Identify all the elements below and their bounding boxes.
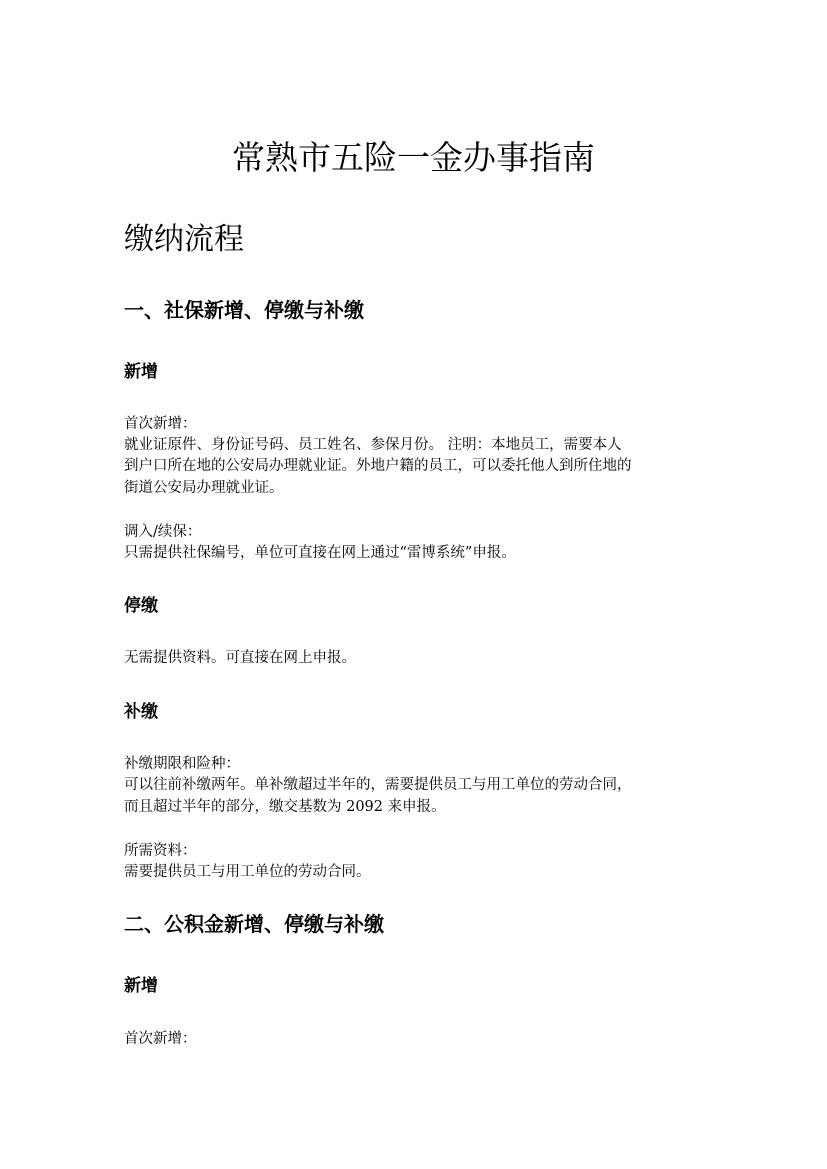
social-security-stop-heading: 停缴 — [124, 596, 158, 616]
social-security-stop-text: 无需提供资料。可直接在网上申报。 — [124, 650, 356, 666]
document-title: 常熟市五险一金办事指南 — [232, 138, 595, 177]
social-security-backpay-docs-label: 所需资料： — [124, 843, 197, 859]
social-security-first-add-line: 到户口所在地的公安局办理就业证。外地户籍的员工，可以委托他人到所住地的 — [124, 458, 632, 474]
social-security-first-add-line: 就业证原件、身份证号码、员工姓名、参保月份。 注明：本地员工，需要本人 — [124, 437, 622, 453]
housing-fund-heading: 二、公积金新增、停缴与补缴 — [124, 912, 384, 936]
social-security-heading: 一、社保新增、停缴与补缴 — [124, 298, 364, 322]
social-security-add-heading: 新增 — [124, 362, 158, 382]
social-security-backpay-period-line: 可以往前补缴两年。单补缴超过半年的，需要提供员工与用工单位的劳动合同， — [124, 777, 632, 793]
housing-fund-first-add-label: 首次新增： — [124, 1031, 197, 1047]
social-security-first-add-line: 街道公安局办理就业证。 — [124, 480, 284, 496]
section-title: 缴纳流程 — [124, 222, 244, 257]
social-security-backpay-period-label: 补缴期限和险种： — [124, 756, 240, 772]
social-security-backpay-period-line: 而且超过半年的部分，缴交基数为 2092 来申报。 — [124, 799, 446, 815]
social-security-first-add-label: 首次新增： — [124, 416, 197, 432]
social-security-transfer-text: 只需提供社保编号，单位可直接在网上通过“雷博系统”申报。 — [124, 545, 516, 561]
social-security-backpay-heading: 补缴 — [124, 702, 158, 722]
housing-fund-add-heading: 新增 — [124, 976, 158, 996]
social-security-backpay-docs-text: 需要提供员工与用工单位的劳动合同。 — [124, 864, 371, 880]
social-security-transfer-label: 调入/续保： — [124, 524, 202, 540]
